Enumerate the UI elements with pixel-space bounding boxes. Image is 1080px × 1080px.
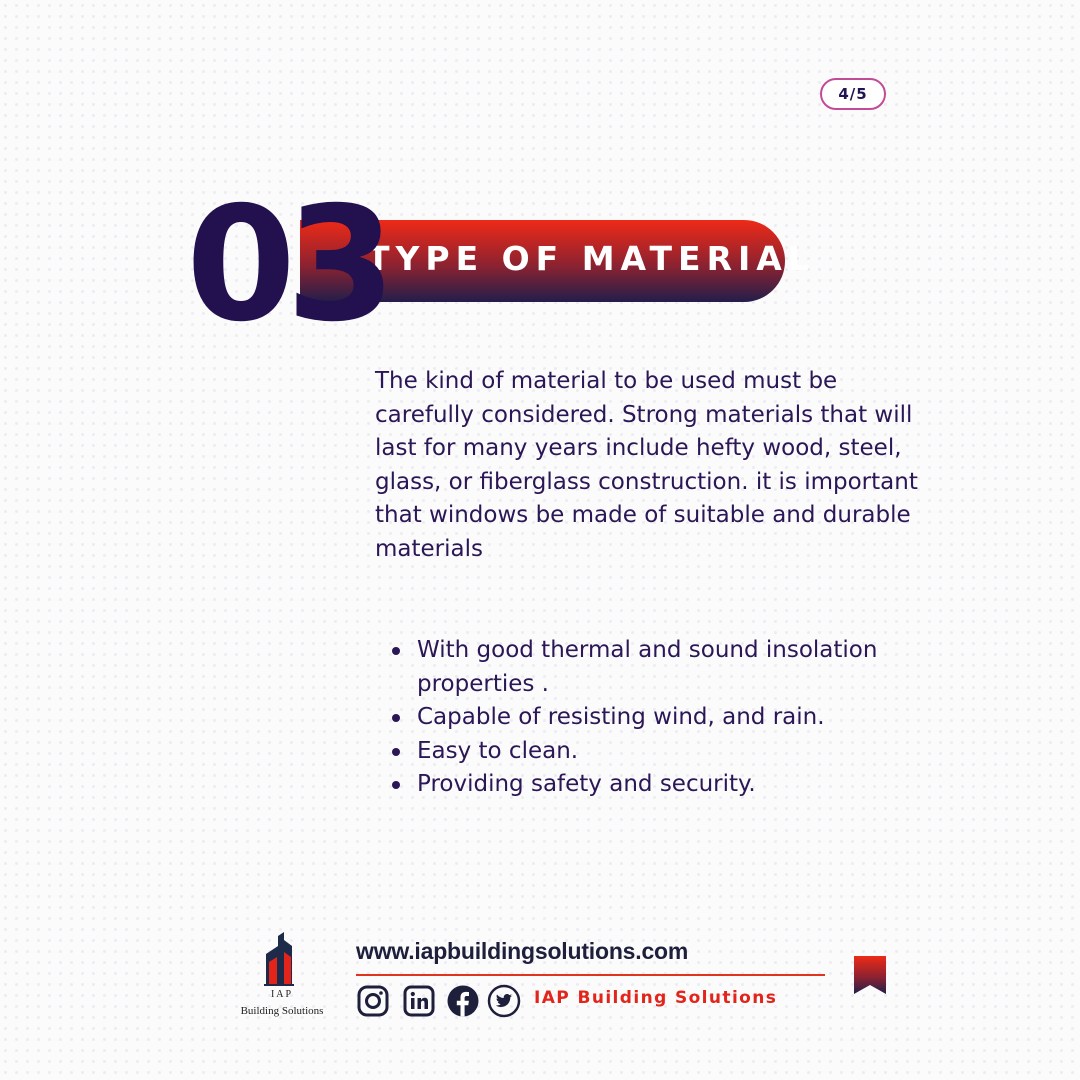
section-number: 03 <box>186 173 386 357</box>
bookmark-icon[interactable] <box>853 956 887 994</box>
instagram-icon[interactable] <box>356 984 390 1018</box>
list-item <box>375 701 935 735</box>
list-item-text: Easy to clean. <box>417 737 579 764</box>
body-paragraph: The kind of material to be used must be carefully considered. Strong materials that will last for many years include hefty wood, steel, glass, or fiberglass construction. it is important that windows be made of suitable and durable materials <box>375 368 918 562</box>
company-logo[interactable] <box>236 932 328 1022</box>
footer-divider <box>356 974 825 976</box>
logo-name: Building Solutions <box>240 1005 324 1017</box>
list-item <box>375 768 935 802</box>
building-logo-icon <box>262 932 302 990</box>
list-item-text: Providing safety and security. <box>417 771 756 797</box>
page-indicator-badge <box>820 78 886 110</box>
facebook-icon[interactable] <box>446 984 480 1018</box>
bullet-icon <box>392 714 400 722</box>
website-link[interactable]: www.iapbuildingsolutions.com <box>356 938 689 964</box>
brand-name: IAP Building Solutions <box>534 988 778 1008</box>
list-item <box>375 634 935 701</box>
linkedin-icon[interactable] <box>402 984 436 1018</box>
bullet-icon <box>392 748 400 756</box>
page-indicator-label: 4/5 <box>838 85 868 103</box>
bullet-icon <box>392 647 400 655</box>
feature-list <box>375 634 935 802</box>
section-title: TYPE OF MATERIAL <box>367 239 815 278</box>
logo-abbreviation: IAP <box>270 989 294 1000</box>
bullet-icon <box>392 781 400 789</box>
list-item <box>375 735 935 769</box>
twitter-icon[interactable] <box>487 984 521 1018</box>
list-item-text: With good thermal and sound insolation properties . <box>417 637 878 697</box>
list-item-text: Capable of resisting wind, and rain. <box>417 704 825 730</box>
